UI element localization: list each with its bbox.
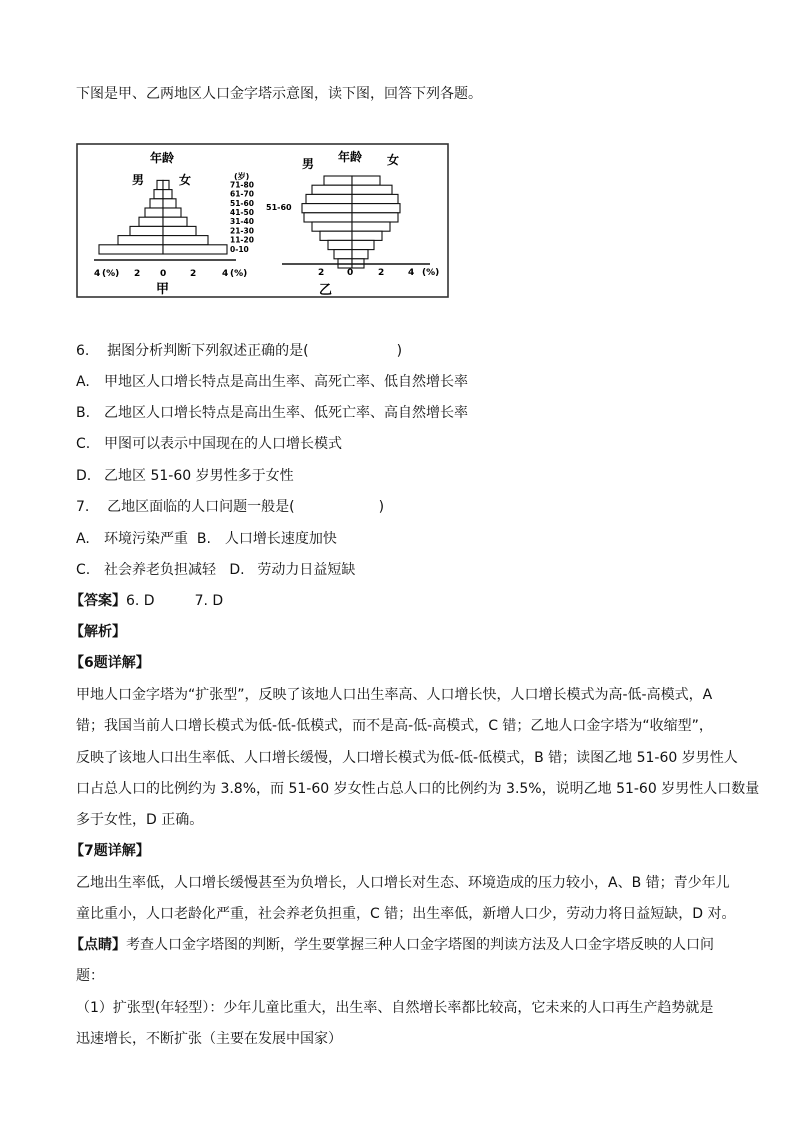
q6-option-c <box>76 434 342 454</box>
q6-option-a <box>76 372 468 392</box>
q6-option-b-text: 乙地区人口增长特点是高出生率、低死亡率、高自然增长率 <box>104 405 468 421</box>
left-age-group-label: 11-20 <box>230 235 254 245</box>
right-female-label: 女 <box>387 153 400 167</box>
left-bar-female <box>163 226 196 235</box>
q7-stem-text: 乙地区面临的人口问题一般是( <box>107 499 295 515</box>
right-bar-female <box>352 240 374 249</box>
right-bar-male <box>304 213 352 222</box>
detail6-line-1: 甲地人口金字塔为“扩张型”，反映了该地人口出生率高、人口增长快，人口增长模式为高-低-高模式，A <box>76 687 713 703</box>
left-axis-tick: 4 <box>94 269 101 279</box>
left-age-group-label: 31-40 <box>230 217 254 227</box>
right-bar-female <box>352 231 382 240</box>
q7-option-a-label: A. <box>76 531 90 547</box>
q6-option-d-text: 乙地区 51-60 岁男性多于女性 <box>104 468 294 484</box>
q6-option-a-label: A. <box>76 374 90 390</box>
left-unit-label: (岁) <box>234 172 250 181</box>
q6-option-d-label: D. <box>76 468 92 484</box>
q7-option-d-label: D. <box>229 562 245 578</box>
answer-line <box>70 591 223 611</box>
right-bar-female <box>352 250 368 259</box>
right-bar-male <box>320 231 352 240</box>
left-age-groups <box>230 180 254 253</box>
left-age-group-label: 41-50 <box>230 208 254 217</box>
q7-option-c-label: C. <box>76 562 91 578</box>
left-bar-female <box>163 190 172 199</box>
left-bar-male <box>118 236 163 245</box>
left-age-group-label: 71-80 <box>230 180 254 190</box>
left-bar-female <box>163 236 208 245</box>
item1-line-1: （1）扩张型(年轻型）：少年儿童比重大，出生率、自然增长率都比较高，它未来的人口再生产趋势就是 <box>76 1000 714 1016</box>
left-male-label: 男 <box>132 173 145 187</box>
detail6-line-5: 多于女性，D 正确。 <box>76 812 204 828</box>
right-marked-group: 51-60 <box>266 203 292 212</box>
q6-stem-end: ) <box>396 343 403 359</box>
point-line-2: 题： <box>76 968 104 984</box>
left-axis-tick: (%) <box>230 269 248 279</box>
detail6-line-3: 反映了该地人口出生率低、人口增长缓慢，人口增长模式为低-低-低模式，B 错；读图乙地 51-60 岁男性人 <box>76 750 738 766</box>
right-axis-tick: (%) <box>422 268 440 278</box>
item1-line-2: 迅速增长，不断扩张（主要在发展中国家） <box>76 1031 342 1047</box>
left-age-label: 年龄 <box>150 151 175 165</box>
detail7-line-2: 童比重小，人口老龄化严重，社会养老负担重，C 错；出生率低，新增人口少，劳动力将日益短缺，D 对。 <box>76 906 736 922</box>
left-bar-male <box>130 226 163 235</box>
right-age-label: 年龄 <box>338 150 363 164</box>
right-axis-tick: 2 <box>318 268 325 278</box>
right-bar-female <box>352 176 380 185</box>
left-axis-tick: 4 <box>222 269 229 279</box>
point-tag: 【点睛】 <box>70 937 126 953</box>
detail7-line-1: 乙地出生率低，人口增长缓慢甚至为负增长，人口增长对生态、环境造成的压力较小，A、B 错；青少年儿 <box>76 875 730 891</box>
answer-tag: 【答案】 <box>70 593 126 609</box>
right-bar-female <box>352 213 398 222</box>
left-bar-male <box>150 199 163 208</box>
right-bar-female <box>352 204 400 213</box>
left-bar-female <box>163 217 187 226</box>
q7-option-d-text: 劳动力日益短缺 <box>257 562 356 578</box>
q7-stem <box>76 497 384 517</box>
right-bar-female <box>352 185 392 194</box>
q7-option-c-text: 社会养老负担减轻 <box>104 562 216 578</box>
left-axis-tick: 0 <box>160 269 167 279</box>
population-pyramid-figure <box>76 143 450 299</box>
left-bar-female <box>163 199 176 208</box>
right-bar-male <box>312 222 352 231</box>
right-bar-male <box>328 240 352 249</box>
answer-q7: 7. D <box>194 593 224 609</box>
q6-option-b-label: B. <box>76 405 91 421</box>
q7-options-row2 <box>76 560 355 580</box>
detail6-line-4: 口占总人口的比例约为 3.8%，而 51-60 岁女性占总人口的比例约为 3.5%，说明乙地 51-60 岁男性人口数量 <box>76 781 760 797</box>
left-bar-female <box>163 245 227 254</box>
right-axis-tick: 0 <box>347 268 354 278</box>
q7-option-a-text: 环境污染严重 <box>104 531 188 547</box>
q7-number: 7. <box>76 499 90 515</box>
detail6-line-2: 错；我国当前人口增长模式为低-低-低模式，而不是高-低-高模式，C 错；乙地人口金字塔为“收缩型”， <box>76 718 713 734</box>
right-bar-female <box>352 194 398 203</box>
left-bar-male <box>157 180 163 189</box>
right-bar-male <box>334 250 352 259</box>
detail6-tag: 【6题详解】 <box>70 655 150 671</box>
q7-options-row1 <box>76 529 337 549</box>
q7-option-b-label: B. <box>196 531 211 547</box>
left-bar-female <box>163 180 169 189</box>
left-axis-tick: 2 <box>190 269 197 279</box>
left-bar-female <box>163 208 181 217</box>
left-age-group-label: 0-10 <box>230 244 249 254</box>
right-axis-tick: 2 <box>378 268 385 278</box>
q6-stem <box>76 341 402 361</box>
left-age-group-label: 51-60 <box>230 198 254 208</box>
left-age-group-label: 21-30 <box>230 226 254 236</box>
q7-option-b-text: 人口增长速度加快 <box>224 531 337 547</box>
q6-number: 6. <box>76 343 90 359</box>
q6-option-a-text: 甲地区人口增长特点是高出生率、高死亡率、低自然增长率 <box>104 374 468 390</box>
q7-stem-end: ) <box>378 499 385 515</box>
right-male-label: 男 <box>302 157 315 171</box>
analysis-tag: 【解析】 <box>70 624 126 640</box>
left-axis-tick: (%) <box>102 269 120 279</box>
point-text-1: 考查人口金字塔图的判断，学生要掌握三种人口金字塔图的判读方法及人口金字塔反映的人口问 <box>126 937 714 953</box>
right-caption: 乙 <box>319 283 333 298</box>
left-axis-tick: 2 <box>134 269 141 279</box>
right-bar-male <box>306 194 352 203</box>
q6-option-d <box>76 466 294 486</box>
left-female-label: 女 <box>179 173 192 187</box>
q6-stem-text: 据图分析判断下列叙述正确的是( <box>107 343 309 359</box>
right-axis-tick: 4 <box>408 268 415 278</box>
left-bar-male <box>139 217 163 226</box>
point-line-1 <box>70 935 714 955</box>
right-bar-male <box>324 176 352 185</box>
q6-option-b <box>76 403 468 423</box>
left-bar-male <box>154 190 163 199</box>
right-bar-female <box>352 222 390 231</box>
q6-option-c-label: C. <box>76 436 91 452</box>
answer-q6: 6. D <box>126 593 155 609</box>
left-caption: 甲 <box>156 282 170 297</box>
right-bar-male <box>302 204 352 213</box>
intro-text: 下图是甲、乙两地区人口金字塔示意图，读下图，回答下列各题。 <box>76 86 482 102</box>
left-bar-male <box>145 208 163 217</box>
right-bar-male <box>312 185 352 194</box>
left-bar-male <box>99 245 163 254</box>
q6-option-c-text: 甲图可以表示中国现在的人口增长模式 <box>104 436 342 452</box>
left-age-group-label: 61-70 <box>230 189 254 199</box>
detail7-tag: 【7题详解】 <box>70 843 150 859</box>
